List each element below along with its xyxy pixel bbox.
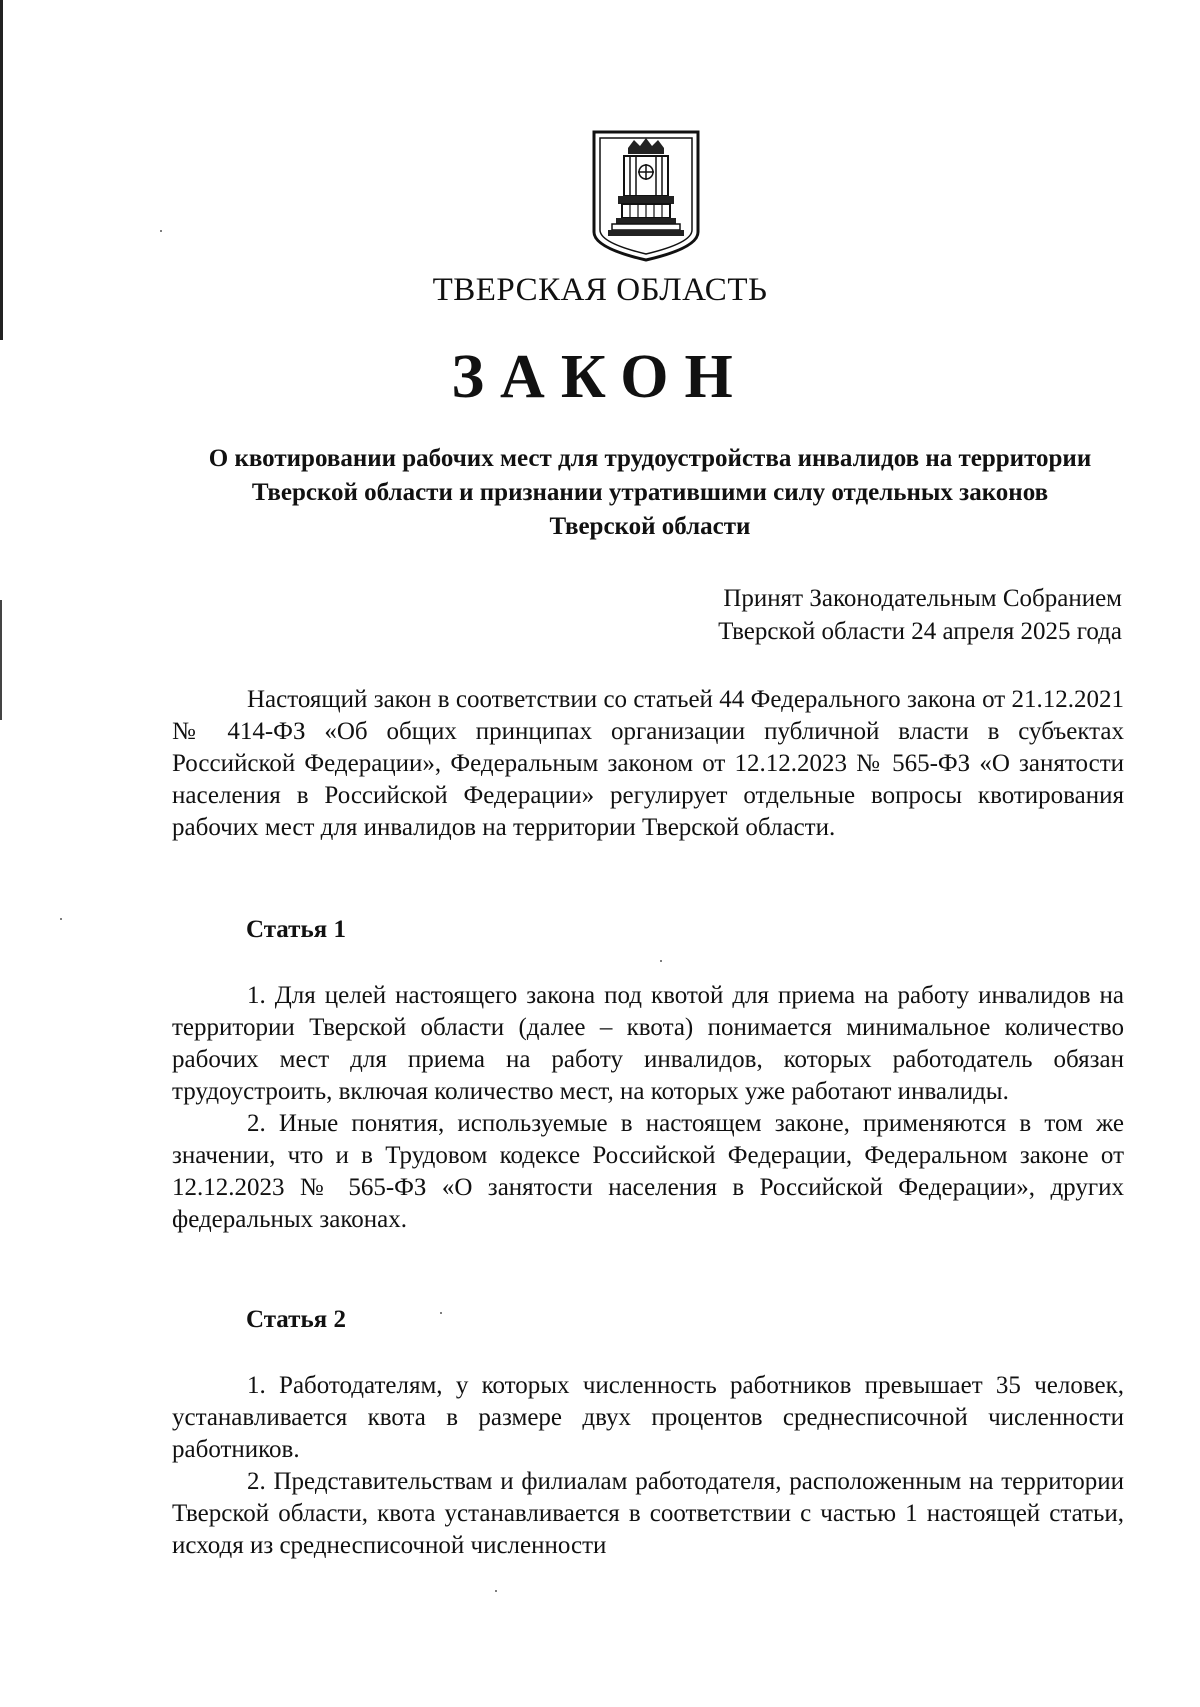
preamble — [172, 684, 1124, 844]
scan-edge-mark — [0, 600, 2, 720]
preamble-paragraph: Настоящий закон в соответствии со статьей 44 Федерального закона от 21.12.2021 № 414-ФЗ «Об общих принципах организации публичной власти в субъектах Российской Федерации», Федеральным законом от 12.12.2023 № 565-ФЗ «О занятости населения в Российской Федерации» регулирует отдельные вопросы квотирования рабочих мест для инвалидов на территории Тверской области. — [172, 686, 1124, 841]
adoption-note-line: Тверской области 24 апреля 2025 года — [718, 618, 1122, 645]
scan-speck — [60, 918, 62, 920]
article-2-title: Статья 2 — [246, 1306, 346, 1333]
document-title: О квотировании рабочих мест для трудоустройства инвалидов на территории Тверской области и признании утратившими силу отдельных законов Тверской области — [208, 445, 1092, 540]
article-1-body — [172, 980, 1124, 1236]
document-type: ЗАКОН — [451, 343, 749, 411]
article-paragraph: 2. Иные понятия, используемые в настоящем законе, применяются в том же значении, что и в Трудовом кодексе Российской Федерации, Федеральном законе от 12.12.2023 № 565-ФЗ «О занятости населения в Российской Федерации», других федеральных законах. — [172, 1110, 1124, 1233]
article-paragraph: 1. Работодателям, у которых численность работников превышает 35 человек, устанавливается квота в размере двух процентов среднесписочной численности работников. — [172, 1372, 1124, 1463]
scan-speck — [495, 1590, 497, 1592]
adoption-note-line: Принят Законодательным Собранием — [723, 585, 1122, 612]
article-1-title: Статья 1 — [246, 916, 346, 943]
region-name: ТВЕРСКАЯ ОБЛАСТЬ — [432, 272, 768, 308]
scan-speck — [160, 230, 162, 232]
article-paragraph: 2. Представительствам и филиалам работодателя, расположенным на территории Тверской области, квота устанавливается в соответствии с частью 1 настоящей статьи, исходя из среднесписочной численности — [172, 1468, 1124, 1559]
article-paragraph: 1. Для целей настоящего закона под квотой для приема на работу инвалидов на территории Тверской области (далее – квота) понимается минимальное количество рабочих мест для приема на работу инвалидов, которых работодатель обязан трудоустроить, включая количество мест, на которых уже работают инвалиды. — [172, 982, 1124, 1105]
adoption-note — [718, 582, 1122, 648]
article-2-body — [172, 1370, 1124, 1562]
scan-speck — [660, 960, 662, 962]
tver-coat-of-arms-icon — [590, 128, 702, 262]
scan-speck — [440, 1312, 442, 1314]
